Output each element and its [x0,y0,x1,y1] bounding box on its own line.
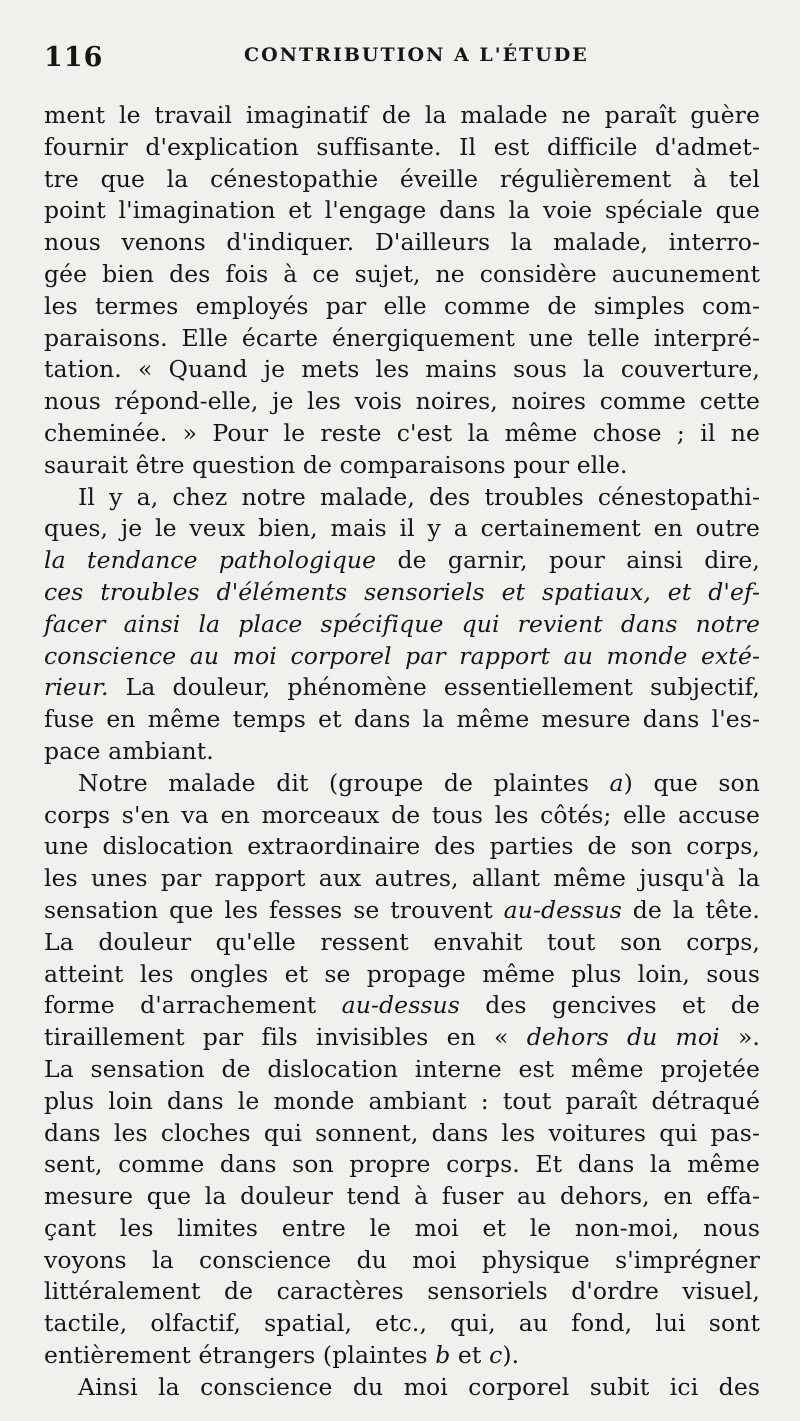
text-line: tactile, olfactif, spatial, etc., qui, au fond, lui sont [44,1309,760,1338]
text-line: ques, je le veux bien, mais il y a certainement en outre [44,514,760,543]
text-line: saurait être question de comparaisons pour elle. [44,450,628,479]
text-run: tiraillement par fils invisibles en « [44,1023,527,1052]
text-line: sent, comme dans son propre corps. Et dans la même [44,1150,760,1179]
text-line: fuse en même temps et dans la même mesure dans l'es- [44,705,760,734]
text-line: point l'imagination et l'engage dans la voie spéciale que [44,196,760,225]
italic-phrase: facer ainsi la place spécifique qui revient dans notre [44,609,760,638]
text-line: cheminée. » Pour le reste c'est la même chose ; il ne [44,418,760,447]
text-line [44,1022,760,1054]
italic-letter: b [435,1341,451,1370]
text-line [44,672,760,704]
italic-phrase: rieur. [44,673,109,702]
page-number: 116 [44,42,104,73]
text-run: entièrement étrangers (plaintes [44,1341,436,1370]
text-line: atteint les ongles et se propage même plus loin, sous [44,959,760,988]
text-line: Il y a, chez notre malade, des troubles cénestopathi- [78,482,760,511]
italic-letter: c [489,1341,503,1370]
text-run: Notre malade dit (groupe de plaintes [78,768,610,797]
text-run: de garnir, pour ainsi dire, [376,546,760,575]
italic-phrase: ces troubles d'éléments sensoriels et spatiaux, et d'ef- [44,577,760,606]
text-line: une dislocation extraordinaire des parties de son corps, [44,832,760,861]
text-line [44,990,760,1022]
text-run: forme d'arrachement [44,991,342,1020]
text-line: La douleur qu'elle ressent envahit tout son corps, [44,927,760,956]
text-line: La sensation de dislocation interne est même projetée [44,1054,760,1083]
text-line: Ainsi la conscience du moi corporel subit ici des [78,1372,760,1401]
italic-letter: a [609,768,624,797]
text-line: çant les limites entre le moi et le non-moi, nous [44,1213,760,1242]
text-run: ). [502,1341,520,1370]
running-head [44,38,760,84]
text-line: dans les cloches qui sonnent, dans les voitures qui pas- [44,1118,760,1147]
text-line: paraisons. Elle écarte énergiquement une telle interpré- [44,323,760,352]
text-run: sensation que les fesses se trouvent [44,895,504,924]
text-line: les termes employés par elle comme de simples com- [44,291,760,320]
text-line [44,609,760,641]
text-line [44,1340,760,1372]
text-run: de la tête. [621,895,760,924]
italic-phrase: au-dessus [341,991,460,1020]
text-run: ) que son [623,768,761,797]
text-line: les unes par rapport aux autres, allant même jusqu'à la [44,864,760,893]
text-line: tation. « Quand je mets les mains sous la couverture, [44,355,760,384]
italic-phrase: conscience au moi corporel par rapport au monde exté- [44,641,760,670]
text-line [44,641,760,673]
text-line: plus loin dans le monde ambiant : tout paraît détraqué [44,1086,760,1115]
text-line [44,895,760,927]
text-run: et [450,1341,490,1370]
text-line: fournir d'explication suffisante. Il est difficile d'admet- [44,132,760,161]
text-line: ment le travail imaginatif de la malade ne paraît guère [44,101,760,129]
text-line: gée bien des fois à ce sujet, ne considère aucunement [44,259,760,288]
text-line: tre que la cénestopathie éveille régulièrement à tel [44,164,760,193]
text-line: nous répond-elle, je les vois noires, noires comme cette [44,387,760,416]
text-line [44,577,760,609]
text-line: pace ambiant. [44,736,214,765]
italic-phrase: au-dessus [503,895,622,924]
body-text [44,100,760,1404]
text-line [44,545,760,577]
text-line: voyons la conscience du moi physique s'imprégner [44,1245,760,1274]
text-line: nous venons d'indiquer. D'ailleurs la malade, interro- [44,228,760,257]
text-run: des gencives et de [459,991,760,1020]
running-title: CONTRIBUTION A L'ÉTUDE [244,44,589,66]
text-run: La douleur, phénomène essentiellement subjectif, [108,673,760,702]
italic-phrase: dehors du moi [526,1023,720,1052]
text-line [44,768,760,800]
text-line: littéralement de caractères sensoriels d'ordre visuel, [44,1277,760,1306]
text-line: mesure que la douleur tend à fuser au dehors, en effa- [44,1182,760,1211]
text-line: corps s'en va en morceaux de tous les côtés; elle accuse [44,800,760,829]
italic-phrase: la tendance pathologique [44,546,377,575]
text-run: ». [719,1023,760,1052]
